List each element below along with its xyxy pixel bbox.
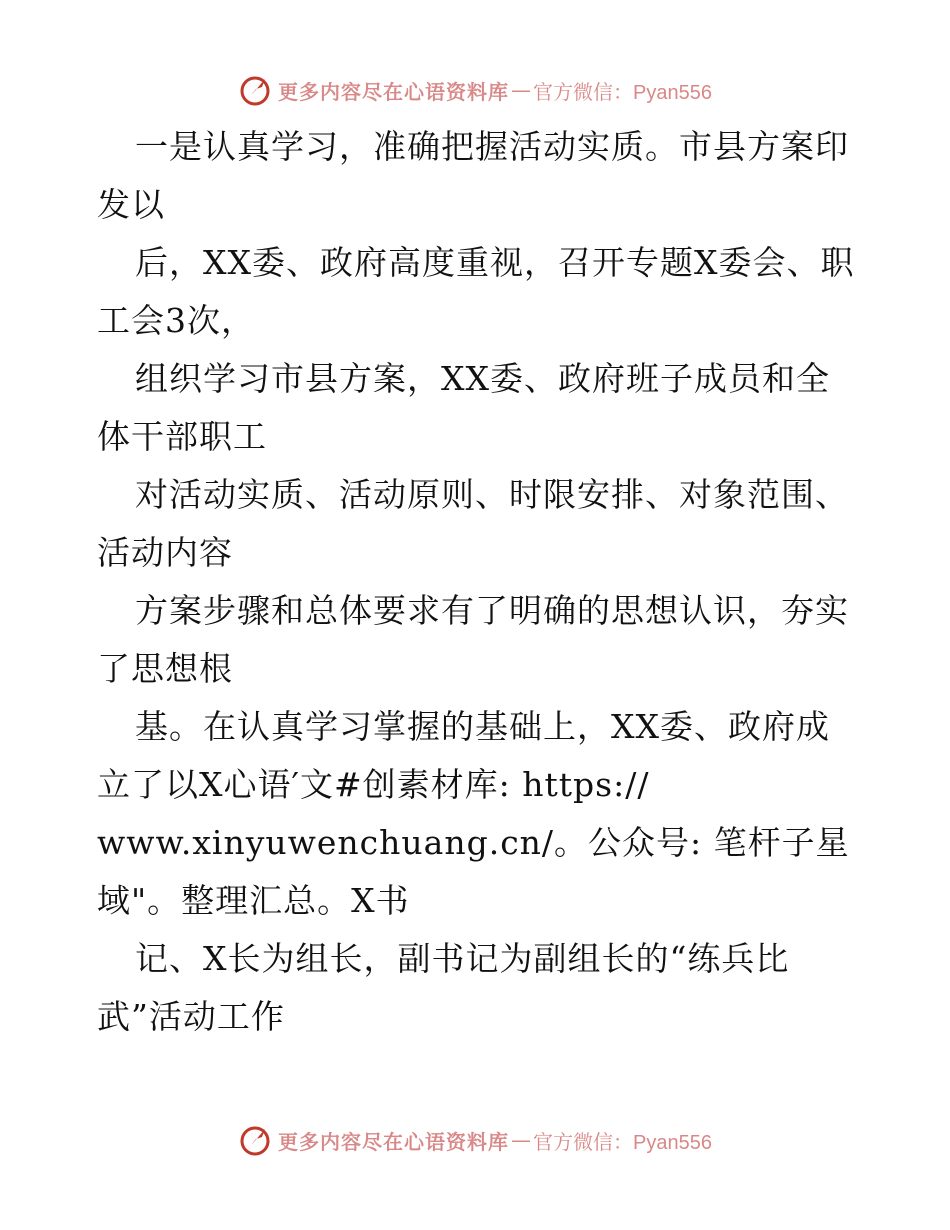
quill-logo-icon <box>238 73 272 107</box>
body-line: 对活动实质、活动原则、时限安排、对象范围、 <box>135 475 849 514</box>
body-line: 活动内容 <box>97 533 233 572</box>
body-line: 方案步骤和总体要求有了明确的思想认识，夯实 <box>135 591 849 630</box>
header-banner-wechat: 官方微信：Pyan556 <box>533 81 712 104</box>
body-line: 立了以X心语′文#创素材库: https:// <box>97 765 650 804</box>
body-line: 工会3次， <box>97 301 255 340</box>
body-line: 组织学习市县方案，XX委、政府班子成员和全 <box>135 359 830 398</box>
body-line: 记、X长为组长，副书记为副组长的“练兵比 <box>135 939 790 978</box>
body-line: 后，XX委、政府高度重视，召开专题X委会、职 <box>135 243 855 282</box>
body-line: 武”活动工作 <box>97 997 285 1036</box>
footer-banner-text: 更多内容尽在心语资料库 <box>278 1129 510 1154</box>
body-line: 了思想根 <box>97 649 233 688</box>
body-line: 体干部职工 <box>97 417 267 456</box>
header-banner-text: 更多内容尽在心语资料库 <box>278 79 510 104</box>
footer-banner <box>0 1120 950 1160</box>
body-line: 基。在认真学习掌握的基础上，XX委、政府成 <box>135 707 830 746</box>
footer-banner-separator: — <box>511 1128 532 1152</box>
footer-banner-wechat: 官方微信：Pyan556 <box>533 1131 712 1154</box>
quill-logo-icon <box>238 1123 272 1157</box>
body-line: 发以 <box>97 185 165 224</box>
body-line: 一是认真学习，准确把握活动实质。市县方案印 <box>135 127 849 166</box>
header-banner-separator: — <box>511 78 532 102</box>
body-line: www.xinyuwenchuang.cn/。公众号: 笔杆子星 <box>97 823 850 862</box>
body-line: 域"。整理汇总。X书 <box>97 881 410 920</box>
document-body <box>97 118 877 1046</box>
header-banner <box>0 70 950 110</box>
